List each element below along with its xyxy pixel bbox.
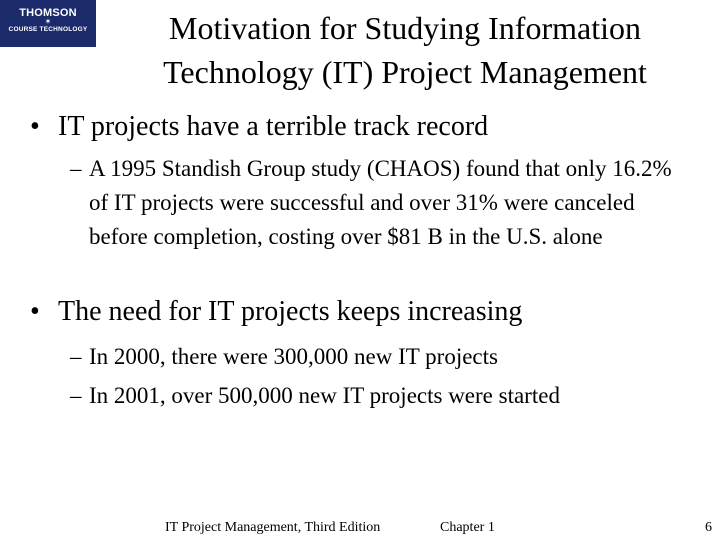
publisher-logo — [0, 0, 96, 47]
sub-bullet-2-2 — [70, 379, 690, 413]
logo-text-thomson: THOMSON — [19, 7, 77, 19]
logo-text-course-technology: COURSE TECHNOLOGY — [8, 26, 88, 33]
sub-bullet-2-1-text: In 2000, there were 300,000 new IT projects — [89, 344, 498, 369]
slide-title-line-1: Motivation for Studying Information — [169, 10, 641, 46]
footer-book-title: IT Project Management, Third Edition — [165, 520, 381, 535]
bullet-2-text: The need for IT projects keeps increasing — [58, 296, 523, 327]
footer-chapter: Chapter 1 — [440, 520, 495, 535]
logo-star-icon: ✶ — [44, 17, 52, 26]
bullet-1-text: IT projects have a terrible track record — [58, 111, 489, 142]
slide-title-line-2: Technology (IT) Project Management — [163, 54, 647, 90]
bullet-1 — [30, 107, 488, 147]
bullet-icon: • — [30, 296, 40, 327]
footer-page-number: 6 — [705, 520, 712, 535]
bullet-icon: • — [30, 111, 40, 142]
dash-icon: – — [70, 383, 82, 408]
bullet-2 — [30, 292, 522, 332]
sub-bullet-1-1-text: A 1995 Standish Group study (CHAOS) found that only 16.2% of IT projects were successful and over 31% were canceled before completion, costing over $81 B in the U.S. alone — [89, 156, 672, 249]
sub-bullet-1-1 — [70, 152, 690, 254]
dash-icon: – — [70, 156, 82, 181]
sub-bullet-2-2-text: In 2001, over 500,000 new IT projects were started — [89, 383, 560, 408]
slide-title — [110, 6, 700, 94]
sub-bullet-2-1 — [70, 340, 690, 374]
dash-icon: – — [70, 344, 82, 369]
